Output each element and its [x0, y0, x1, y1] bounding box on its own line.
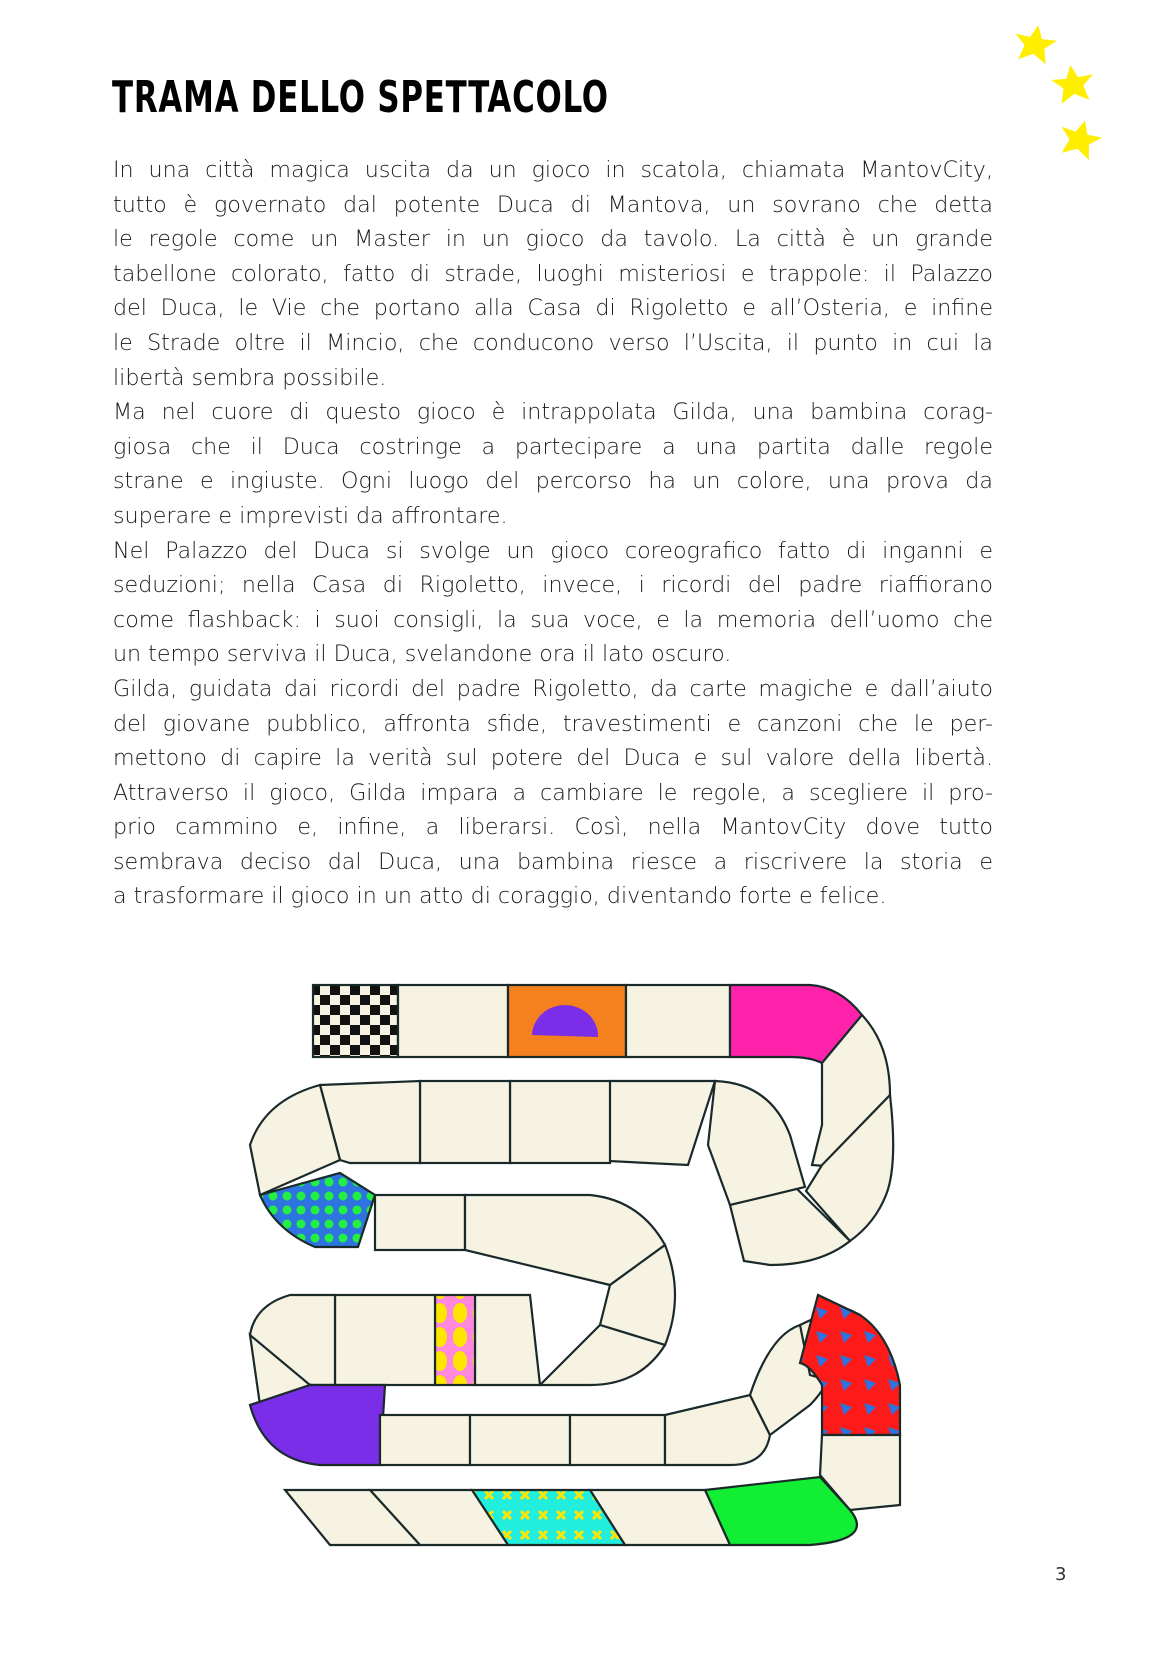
- text-line: giosa che il Duca costringe a partecipare a una partita dalle regole: [113, 433, 993, 460]
- board-tile-start: [313, 985, 398, 1057]
- text-line: le regole come un Master in un gioco da tavolo. La città è un grande: [113, 226, 993, 253]
- text-line: seduzioni; nella Casa di Rigoletto, invece, i ricordi del padre riaffiorano: [113, 572, 993, 599]
- text-line: tutto è governato dal potente Duca di Mantova, un sovrano che detta: [113, 191, 993, 218]
- board-tile: [470, 1415, 570, 1465]
- text-line: strane e ingiuste. Ogni luogo del percorso ha un colore, una prova da: [113, 468, 993, 495]
- text-line: del Duca, le Vie che portano alla Casa di Rigoletto e all’Osteria, e infine: [113, 295, 993, 322]
- text-line: come flashback: i suoi consigli, la sua voce, e la memoria dell’uomo che: [113, 606, 993, 633]
- text-line: libertà sembra possibile.: [113, 364, 387, 391]
- board-tile: [435, 1295, 475, 1385]
- page-title: TRAMA DELLO SPETTACOLO: [112, 72, 609, 123]
- board-tile: [475, 1295, 540, 1385]
- text-line: sembrava deciso dal Duca, una bambina riesce a riscrivere la storia e: [113, 848, 993, 875]
- text-line: Attraverso il gioco, Gilda impara a cambiare le regole, a scegliere il pro-: [113, 779, 993, 806]
- page-number: 3: [1055, 1564, 1067, 1585]
- board-tile: [626, 985, 730, 1057]
- text-line: Nel Palazzo del Duca si svolge un gioco coreografico fatto di inganni e: [113, 537, 993, 564]
- board-tile: [420, 1081, 510, 1163]
- text-line: Gilda, guidata dai ricordi del padre Rigoletto, da carte magiche e dall’aiuto: [113, 675, 993, 702]
- board-tile: [708, 1081, 805, 1205]
- board-tile: [398, 985, 508, 1057]
- board-tile: [510, 1081, 610, 1163]
- board-tile: [375, 1195, 465, 1250]
- text-line: superare e imprevisti da affrontare.: [113, 502, 508, 529]
- text-line: mettono di capire la verità sul potere del Duca e sul valore della libertà.: [113, 745, 993, 772]
- game-board-illustration: [210, 965, 940, 1555]
- star-icon: [1011, 22, 1059, 66]
- text-line: In una città magica uscita da un gioco in scatola, chiamata MantovCity,: [113, 157, 993, 183]
- text-line: tabellone colorato, fatto di strade, luoghi misteriosi e trappole: il Palazzo: [113, 260, 993, 287]
- text-line: del giovane pubblico, affronta sfide, travestimenti e canzoni che le per-: [113, 710, 993, 737]
- board-tile: [380, 1415, 470, 1465]
- plot-text: [113, 153, 993, 914]
- star-icon: [1055, 115, 1105, 162]
- text-line: le Strade oltre il Mincio, che conducono verso l’Uscita, il punto in cui la: [113, 329, 993, 356]
- text-line: Ma nel cuore di questo gioco è intrappolata Gilda, una bambina corag-: [113, 399, 993, 426]
- board-tile: [335, 1295, 435, 1385]
- text-line: a trasformare il gioco in un atto di coraggio, diventando forte e felice.: [113, 883, 887, 910]
- stars-decoration: [1000, 20, 1160, 170]
- board-tile: [608, 1081, 715, 1165]
- star-icon: [1050, 62, 1097, 104]
- board-tile: [800, 1295, 900, 1435]
- board-tile: [570, 1415, 665, 1465]
- text-line: prio cammino e, infine, a liberarsi. Così, nella MantovCity dove tutto: [113, 814, 993, 841]
- text-line: un tempo serviva il Duca, svelandone ora il lato oscuro.: [113, 641, 732, 668]
